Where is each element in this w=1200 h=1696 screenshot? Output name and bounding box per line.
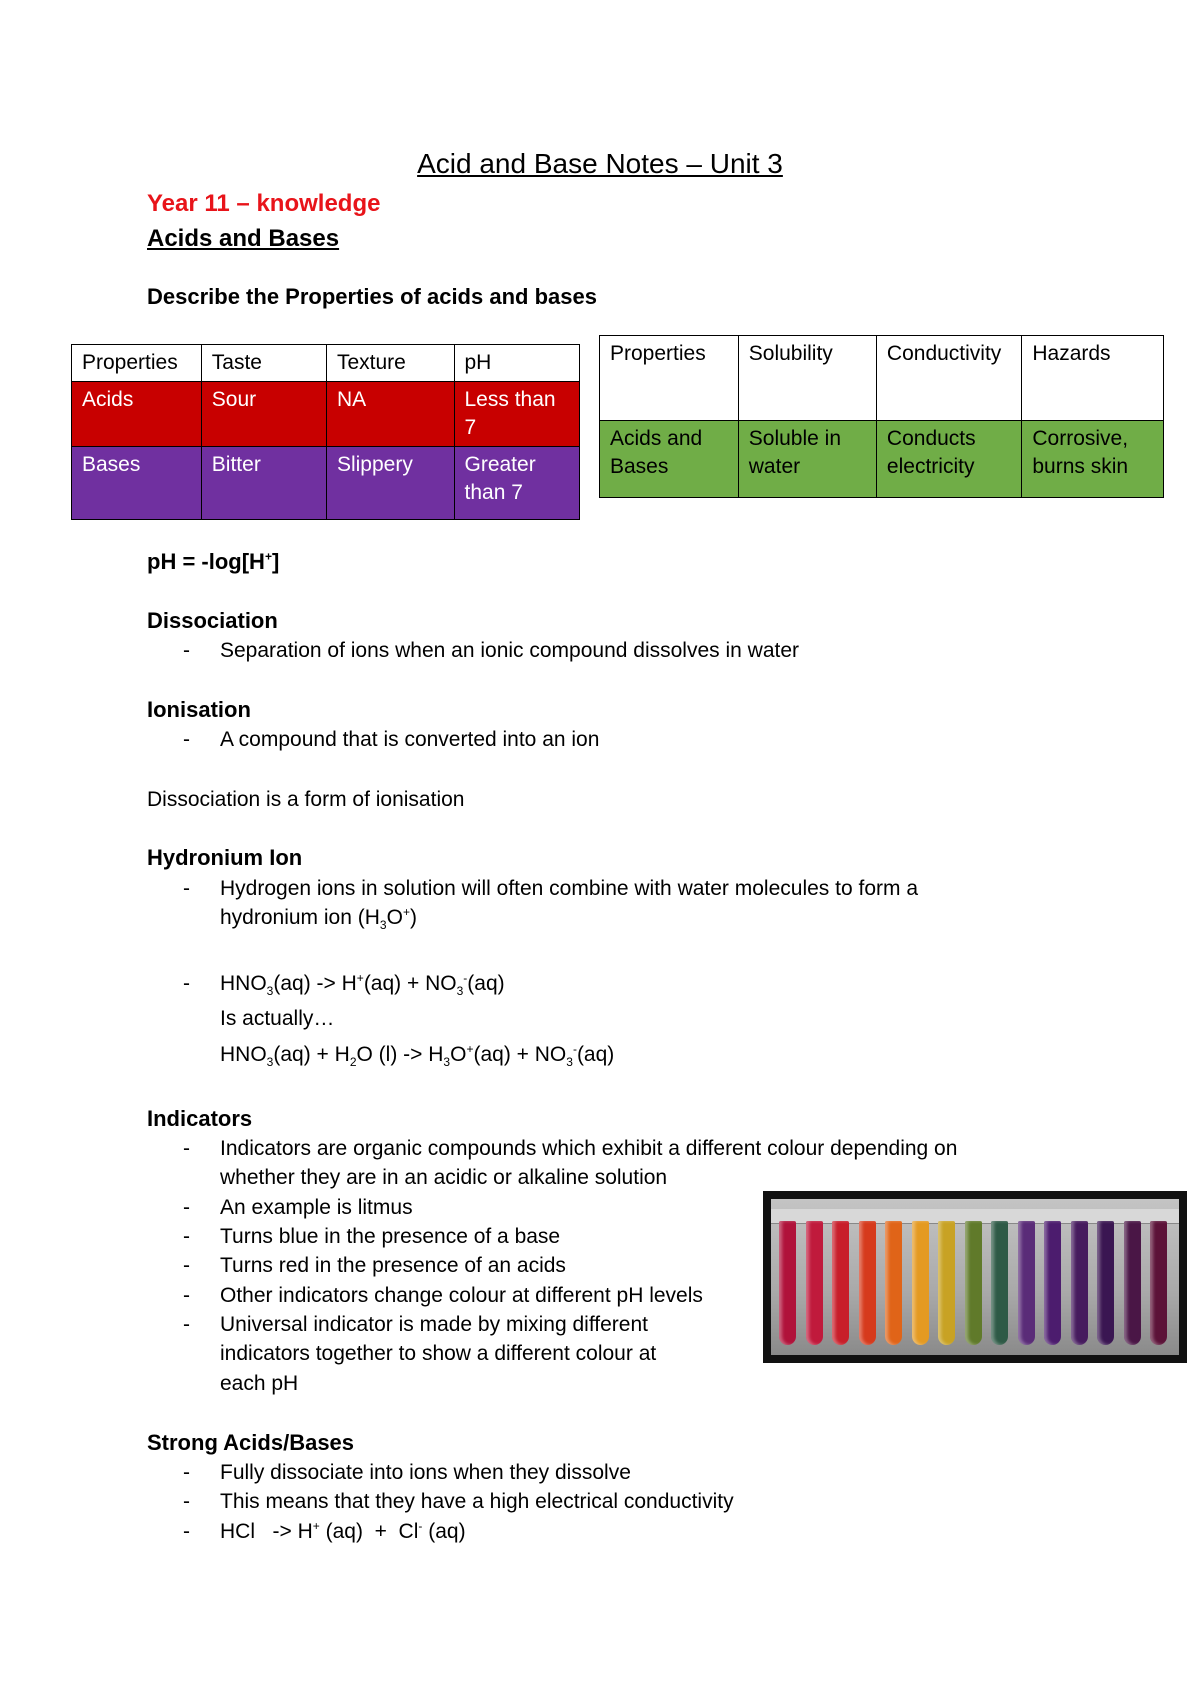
bullet-dash: - [183,1196,190,1219]
document-title: Acid and Base Notes – Unit 3 [417,148,783,179]
equation-text: HCl -> H [220,1520,313,1543]
dissociation-note: Dissociation is a form of ionisation [147,788,465,811]
bullet-dash: - [183,972,190,995]
table-cell: Slippery [326,447,454,520]
ionisation-heading: Ionisation [147,697,251,722]
equation-2 [220,1042,615,1070]
section-title: Acids and Bases [147,225,340,252]
table-row-bases [72,447,580,520]
table-header-cell: Texture [326,345,454,382]
list-item: Hydrogen ions in solution will often combine with water molecules to form a [220,877,918,900]
equation-text: (aq) -> H [273,972,357,995]
subscript: 3 [566,1055,573,1070]
equation-1 [220,971,505,999]
bullet-dash: - [183,728,190,751]
table-cell: Acids and Bases [600,421,739,498]
list-item-continued: indicators together to show a different colour at [220,1342,657,1365]
equation-text: HNO [220,972,267,995]
superscript: + [312,1519,320,1533]
properties-table-solubility [599,335,1164,498]
test-tube [1150,1221,1167,1345]
superscript: - [418,1519,423,1533]
table-cell: Soluble in water [738,421,876,498]
test-tube [965,1221,982,1345]
bullet-dash: - [183,1284,190,1307]
equation-text: (aq) [467,972,505,995]
list-item-continued: each pH [220,1372,299,1395]
bullet-dash: - [183,1254,190,1277]
bullet-dash: - [183,877,190,900]
subscript: 3 [443,1055,451,1070]
ph-formula-sup: + [264,549,272,564]
test-tube [1044,1221,1061,1345]
test-tube [1071,1221,1088,1345]
subscript: 3 [266,1055,274,1070]
equation-text: (aq) + NO [363,972,457,995]
list-item: This means that they have a high electrical conductivity [220,1490,734,1513]
list-item-continued: whether they are in an acidic or alkaline solution [220,1166,668,1189]
list-item-continued [220,905,417,933]
test-tube [859,1221,876,1345]
equation-text: O [450,1043,467,1066]
universal-indicator-test-tubes-image [763,1191,1187,1363]
ph-formula-end: ] [271,549,280,574]
table-header-cell: Hazards [1022,336,1164,421]
equation-text: (aq) + Cl [319,1520,419,1543]
equation-text: (aq) [576,1043,615,1066]
list-item: An example is litmus [220,1196,413,1219]
hydronium-text: O [386,906,403,929]
properties-table-taste [71,344,580,520]
bullet-dash: - [183,1520,190,1543]
test-tube [832,1221,849,1345]
bullet-dash: - [183,1461,190,1484]
subscript: 2 [349,1055,357,1070]
test-tube [806,1221,823,1345]
superscript: - [572,1042,577,1056]
table-header-cell: Properties [600,336,739,421]
test-tube [912,1221,929,1345]
hydronium-heading: Hydronium Ion [147,845,303,870]
equation-text: (aq) + H [273,1043,350,1066]
strong-acids-heading: Strong Acids/Bases [147,1430,355,1455]
table-cell: Corrosive, burns skin [1022,421,1164,498]
hcl-equation [220,1520,466,1544]
subscript: 3 [379,918,387,933]
bullet-dash: - [183,1313,190,1336]
equation-text: (aq) + NO [473,1043,567,1066]
dissociation-heading: Dissociation [147,608,278,633]
list-item: Separation of ions when an ionic compound dissolves in water [220,639,800,662]
superscript: + [466,1042,474,1056]
table-cell: Sour [201,382,326,447]
equation-text: (aq) [422,1520,466,1543]
list-item: A compound that is converted into an ion [220,728,600,751]
indicators-heading: Indicators [147,1106,253,1131]
table-header-cell: Taste [201,345,326,382]
table-header-cell: pH [454,345,580,382]
describe-heading: Describe the Properties of acids and bases [147,284,597,309]
superscript: + [402,905,410,919]
table-cell: Acids [72,382,202,447]
ph-formula-text: pH = -log[H [147,549,265,574]
superscript: - [463,971,468,985]
table-header-cell: Conductivity [876,336,1021,421]
table-row-acids-and-bases [600,421,1164,498]
list-item: Fully dissociate into ions when they dissolve [220,1461,631,1484]
list-item: Universal indicator is made by mixing different [220,1313,648,1336]
test-tube [938,1221,955,1345]
hydronium-text: ) [409,906,417,929]
is-actually-text: Is actually… [220,1007,335,1030]
bullet-dash: - [183,1490,190,1513]
ph-formula [147,549,279,575]
subscript: 3 [266,984,274,999]
table-cell: Bitter [201,447,326,520]
table-header-row [72,345,580,382]
test-tube [779,1221,796,1345]
list-item: Turns blue in the presence of a base [220,1225,561,1248]
table-header-row [600,336,1164,421]
test-tube [1124,1221,1141,1345]
year-label: Year 11 – knowledge [147,190,381,217]
list-item: Turns red in the presence of an acids [220,1254,566,1277]
test-tube [885,1221,902,1345]
table-header-cell: Properties [72,345,202,382]
superscript: + [356,971,364,985]
table-cell: Bases [72,447,202,520]
table-cell: Conducts electricity [876,421,1021,498]
equation-text: O (l) -> H [356,1043,444,1066]
table-cell: Less than 7 [454,382,580,447]
test-tube [1018,1221,1035,1345]
table-cell: Greater than 7 [454,447,580,520]
hydronium-text: hydronium ion (H [220,906,380,929]
table-cell: NA [326,382,454,447]
equation-text: HNO [220,1043,267,1066]
list-item: Indicators are organic compounds which exhibit a different colour depending on [220,1137,958,1160]
table-row-acids [72,382,580,447]
list-item: Other indicators change colour at different pH levels [220,1284,703,1307]
bullet-dash: - [183,639,190,662]
table-header-cell: Solubility [738,336,876,421]
test-tube [991,1221,1008,1345]
subscript: 3 [456,984,464,999]
bullet-dash: - [183,1225,190,1248]
bullet-dash: - [183,1137,190,1160]
test-tube [1097,1221,1114,1345]
